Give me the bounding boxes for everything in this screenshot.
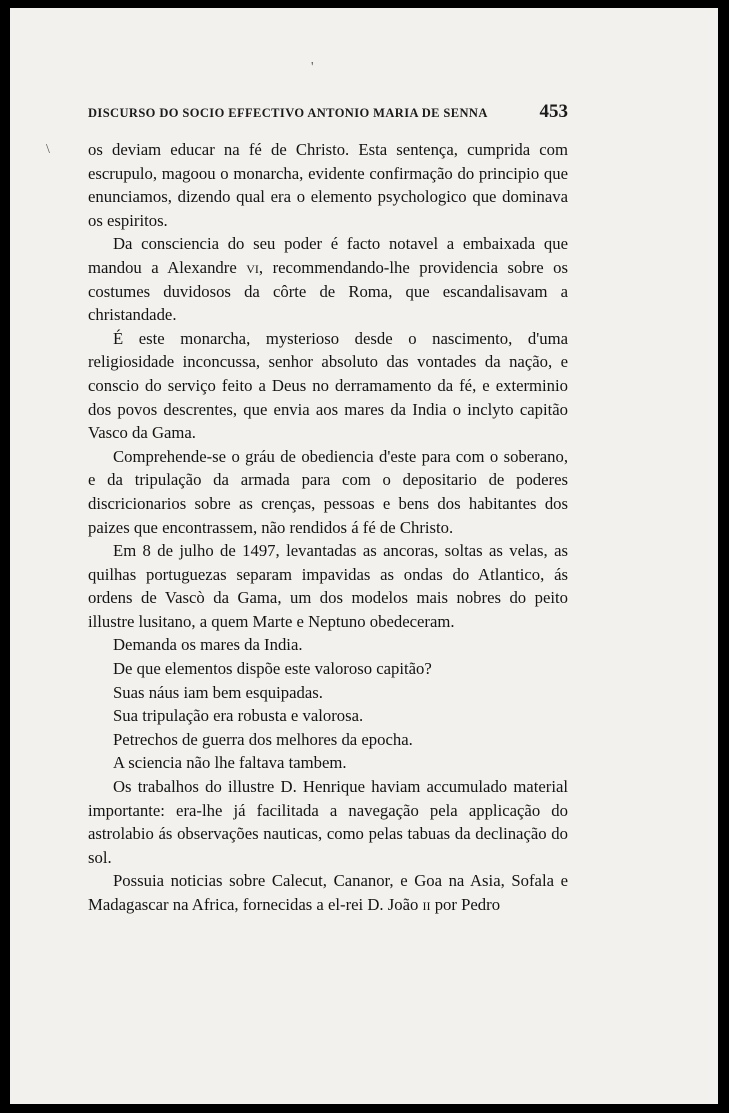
paragraph: Da consciencia do seu poder é facto notavel a embaixada que mandou a Alexandre vi, recommendando-lhe providencia sobre os costumes duvidosos da côrte de Roma, que escandalisavam a christandade.: [88, 234, 568, 325]
paragraph: De que elementos dispõe este valoroso capitão?: [113, 659, 432, 679]
paragraph: Petrechos de guerra dos melhores da epocha.: [113, 729, 413, 749]
paragraph: Os trabalhos do illustre D. Henrique haviam accumulado material importante: era-lhe já facilitada a navegação pela applicação do astrolabio ás observações nauticas, como pelas tabuas da declinação do sol.: [88, 777, 568, 867]
paragraph: É este monarcha, mysterioso desde o nascimento, d'uma religiosidade inconcussa, senhor absoluto das vontades da nação, e conscio do serviço feito a Deus no derramamento da fé, e exterminio dos povos descrentes, que envia aos mares da India o inclyto capitão Vasco da Gama.: [88, 328, 568, 443]
paragraph: Possuia noticias sobre Calecut, Cananor, e Goa na Asia, Sofala e Madagascar na Africa, fornecidas a el-rei D. João ii por Pedro: [88, 871, 568, 914]
paragraph: Suas náus iam bem esquipadas.: [113, 682, 323, 702]
body-text: [88, 138, 568, 917]
page-number: 453: [539, 101, 568, 122]
paragraph: Em 8 de julho de 1497, levantadas as ancoras, soltas as velas, as quilhas portuguezas separam impavidas as ondas do Atlantico, ás ordens de Vascò da Gama, um dos modelos mais nobres do peito illustre lusitano, a quem Marte e Neptuno obedeceram.: [88, 541, 568, 631]
paragraph: Sua tripulação era robusta e valorosa.: [113, 706, 364, 726]
paragraph: os deviam educar na fé de Christo. Esta sentença, cumprida com escrupulo, magoou o monarcha, evidente confirmação do principio que enunciamos, dizendo qual era o elemento psychologico que dominava os espiritos.: [88, 140, 568, 230]
page-header: [88, 101, 568, 125]
book-page: [10, 8, 718, 1104]
paragraph: Demanda os mares da India.: [113, 635, 303, 655]
paragraph: Comprehende-se o gráu de obediencia d'este para com o soberano, e da tripulação da armada para com o depositario de poderes discricionarios sobre as crenças, pessoas e bens dos habitantes dos paizes que encontrassem, não rendidos á fé de Christo.: [88, 446, 568, 537]
paragraph: A sciencia não lhe faltava tambem.: [113, 753, 347, 773]
running-head: DISCURSO DO SOCIO EFFECTIVO ANTONIO MARIA DE SENNA: [88, 106, 488, 120]
margin-mark: \: [46, 142, 50, 157]
margin-mark: ': [311, 60, 314, 75]
